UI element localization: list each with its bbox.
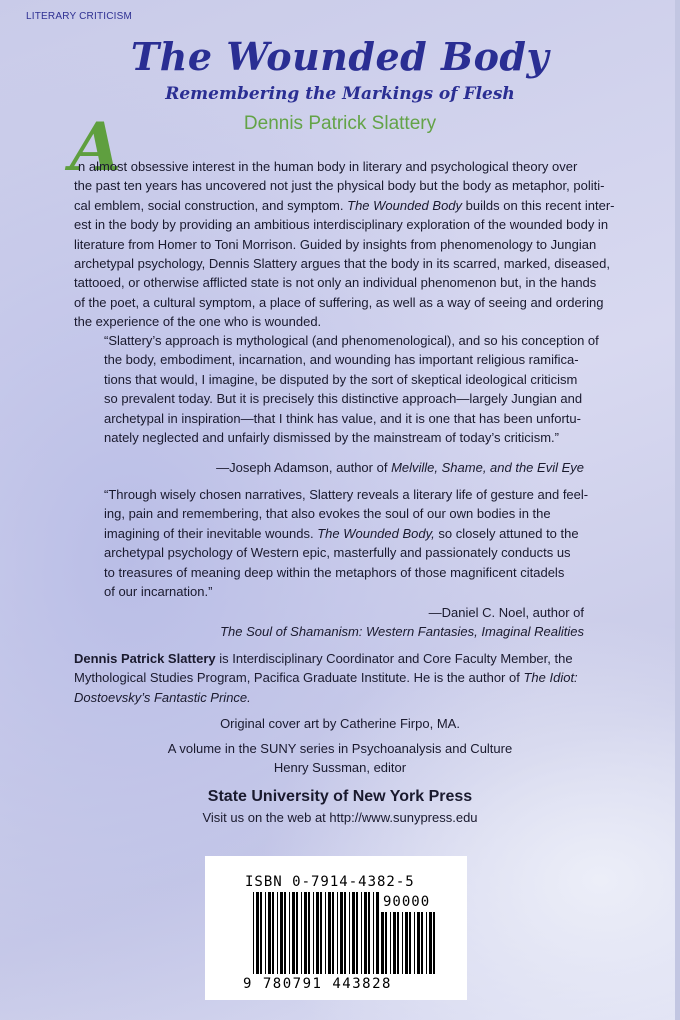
cover-edge [675, 0, 680, 1020]
intro-line: cal emblem, social construction, and symptom. The Wounded Body builds on this recent inter- [74, 197, 615, 213]
barcode-bar [284, 892, 286, 974]
bio-line: Dostoevsky’s Fantastic Prince. [74, 689, 251, 705]
barcode-bar [292, 892, 295, 974]
barcode-bar [344, 892, 346, 974]
publisher-website: Visit us on the web at http://www.sunypress.edu [202, 810, 478, 825]
book-subtitle: Remembering the Markings of Flesh [165, 84, 515, 104]
quote-line: tions that would, I imagine, be disputed by the sort of skeptical ideological criticism [104, 371, 578, 387]
intro-line: n almost obsessive interest in the human body in literary and psychological theory over [78, 159, 578, 174]
bio-line: Dennis Patrick Slattery is Interdisciplinary Coordinator and Core Faculty Member, the [74, 651, 573, 666]
quote-line: archetypal psychology of Western epic, masterfully and passionately conducts us [104, 545, 571, 561]
intro-line: archetypal psychology, Dennis Slattery argues that the body in its scarred, marked, diseased, [74, 256, 610, 272]
barcode-bar [405, 912, 408, 974]
barcode-bar [313, 892, 314, 974]
barcode-bar [277, 892, 278, 974]
barcode-bar [340, 892, 343, 974]
bio-name: Dennis Patrick Slattery [74, 651, 216, 666]
price-code: 90000 [383, 894, 431, 910]
barcode-bar [373, 892, 374, 974]
barcode-bar [368, 892, 370, 974]
barcode-bar [414, 912, 415, 974]
quote-noel [104, 485, 614, 601]
barcode-bar [364, 892, 367, 974]
barcode-bar [296, 892, 298, 974]
barcode-bar [390, 912, 391, 974]
barcode-bar [381, 912, 384, 974]
quote-adamson [104, 331, 614, 447]
barcode-bar [361, 892, 362, 974]
quote-line: ing, pain and remembering, that also evokes the soul of our own bodies in the [104, 506, 551, 522]
barcode-bar [308, 892, 310, 974]
barcode-bar [337, 892, 338, 974]
quote-title-ref: The Wounded Body, [317, 525, 435, 541]
barcode-bar [265, 892, 266, 974]
barcode-bar [316, 892, 319, 974]
quote-line: “Through wisely chosen narratives, Slattery reveals a literary life of gesture and feel- [104, 487, 589, 502]
barcode-bar [349, 892, 350, 974]
barcode-bar [417, 912, 420, 974]
barcode-bar [409, 912, 411, 974]
book-title: The Wounded Body [130, 34, 550, 79]
barcode-bar [332, 892, 334, 974]
barcode-bar [433, 912, 435, 974]
author-bio [74, 649, 634, 707]
attribution-noel: —Daniel C. Noel, author of [428, 605, 584, 620]
intro-line: the past ten years has uncovered not just the physical body but the body as metaphor, politi- [74, 178, 605, 194]
isbn-text: ISBN 0-7914-4382-5 [245, 874, 415, 890]
intro-line: the experience of the one who is wounded. [74, 314, 322, 330]
barcode-bar [280, 892, 283, 974]
intro-line: est in the body by providing an ambitious interdisciplinary exploration of the wounded body in [74, 217, 609, 233]
barcode-bar [289, 892, 290, 974]
drop-cap: A [70, 108, 122, 186]
barcode-bar [426, 912, 427, 974]
bio-line: Mythological Studies Program, Pacifica Graduate Institute. He is the author of The Idiot: [74, 670, 578, 686]
quote-line: so prevalent today. But it is precisely this distinctive approach—largely Jungian and [104, 391, 583, 407]
barcode-bar [256, 892, 259, 974]
quote-line: to treasures of meaning deep within the metaphors of those magnificent citadels [104, 564, 565, 580]
attribution-adamson: —Joseph Adamson, author of Melville, Shame, and the Evil Eye [216, 460, 584, 475]
barcode-bar [268, 892, 271, 974]
barcode-bar [376, 892, 379, 974]
barcode-panel [205, 856, 467, 1000]
barcode-bar [429, 912, 432, 974]
intro-title-ref: The Wounded Body [347, 197, 463, 213]
barcode-bar [402, 912, 403, 974]
barcode-bar [328, 892, 331, 974]
quote-line: “Slattery’s approach is mythological (and phenomenological), and so his conception of [104, 333, 599, 348]
intro-line: literature from Homer to Toni Morrison. Guided by insights from phenomenology to Jungian [74, 236, 597, 252]
barcode-bar [260, 892, 262, 974]
cover-art-credit: Original cover art by Catherine Firpo, MA. [220, 716, 460, 731]
quote-line: nately neglected and unfairly dismissed by the mainstream of today’s criticism.” [104, 430, 559, 446]
barcode-bar [272, 892, 274, 974]
barcode-bar [352, 892, 355, 974]
barcode-bar [304, 892, 307, 974]
category-label: LITERARY CRITICISM [26, 11, 133, 22]
intro-line: tattooed, or otherwise afflicted state is not only an individual phenomenon but, in the hands [74, 275, 597, 291]
intro-paragraph [74, 157, 624, 332]
barcode-bar [325, 892, 326, 974]
ean-digits: 9 780791 443828 [243, 976, 392, 992]
quote-line: of our incarnation.” [104, 584, 213, 600]
series-line: A volume in the SUNY series in Psychoanalysis and Culture [167, 741, 513, 756]
book-author: Dennis Patrick Slattery [243, 113, 437, 134]
barcode-bar [301, 892, 302, 974]
barcode-bar [356, 892, 358, 974]
quote-line: imagining of their inevitable wounds. The Wounded Body, so closely attuned to the [104, 525, 579, 541]
series-editor: Henry Sussman, editor [273, 760, 407, 775]
quote-line: archetypal in inspiration—that I think has value, and it is one that has been unfortu- [104, 410, 581, 426]
barcode-bar [320, 892, 322, 974]
attribution-noel-work: The Soul of Shamanism: Western Fantasies, Imaginal Realities [220, 624, 584, 639]
quote-line: the body, embodiment, incarnation, and wounding has important religious ramifica- [104, 352, 579, 368]
barcode-bar [421, 912, 423, 974]
intro-line: of the poet, a cultural symptom, a place of suffering, as well as a way of seeing and ordering [74, 294, 604, 310]
barcode-bar [253, 892, 254, 974]
barcode-bar [393, 912, 396, 974]
barcode-bar [397, 912, 399, 974]
publisher-name: State University of New York Press [207, 788, 473, 805]
barcode-bar [385, 912, 387, 974]
